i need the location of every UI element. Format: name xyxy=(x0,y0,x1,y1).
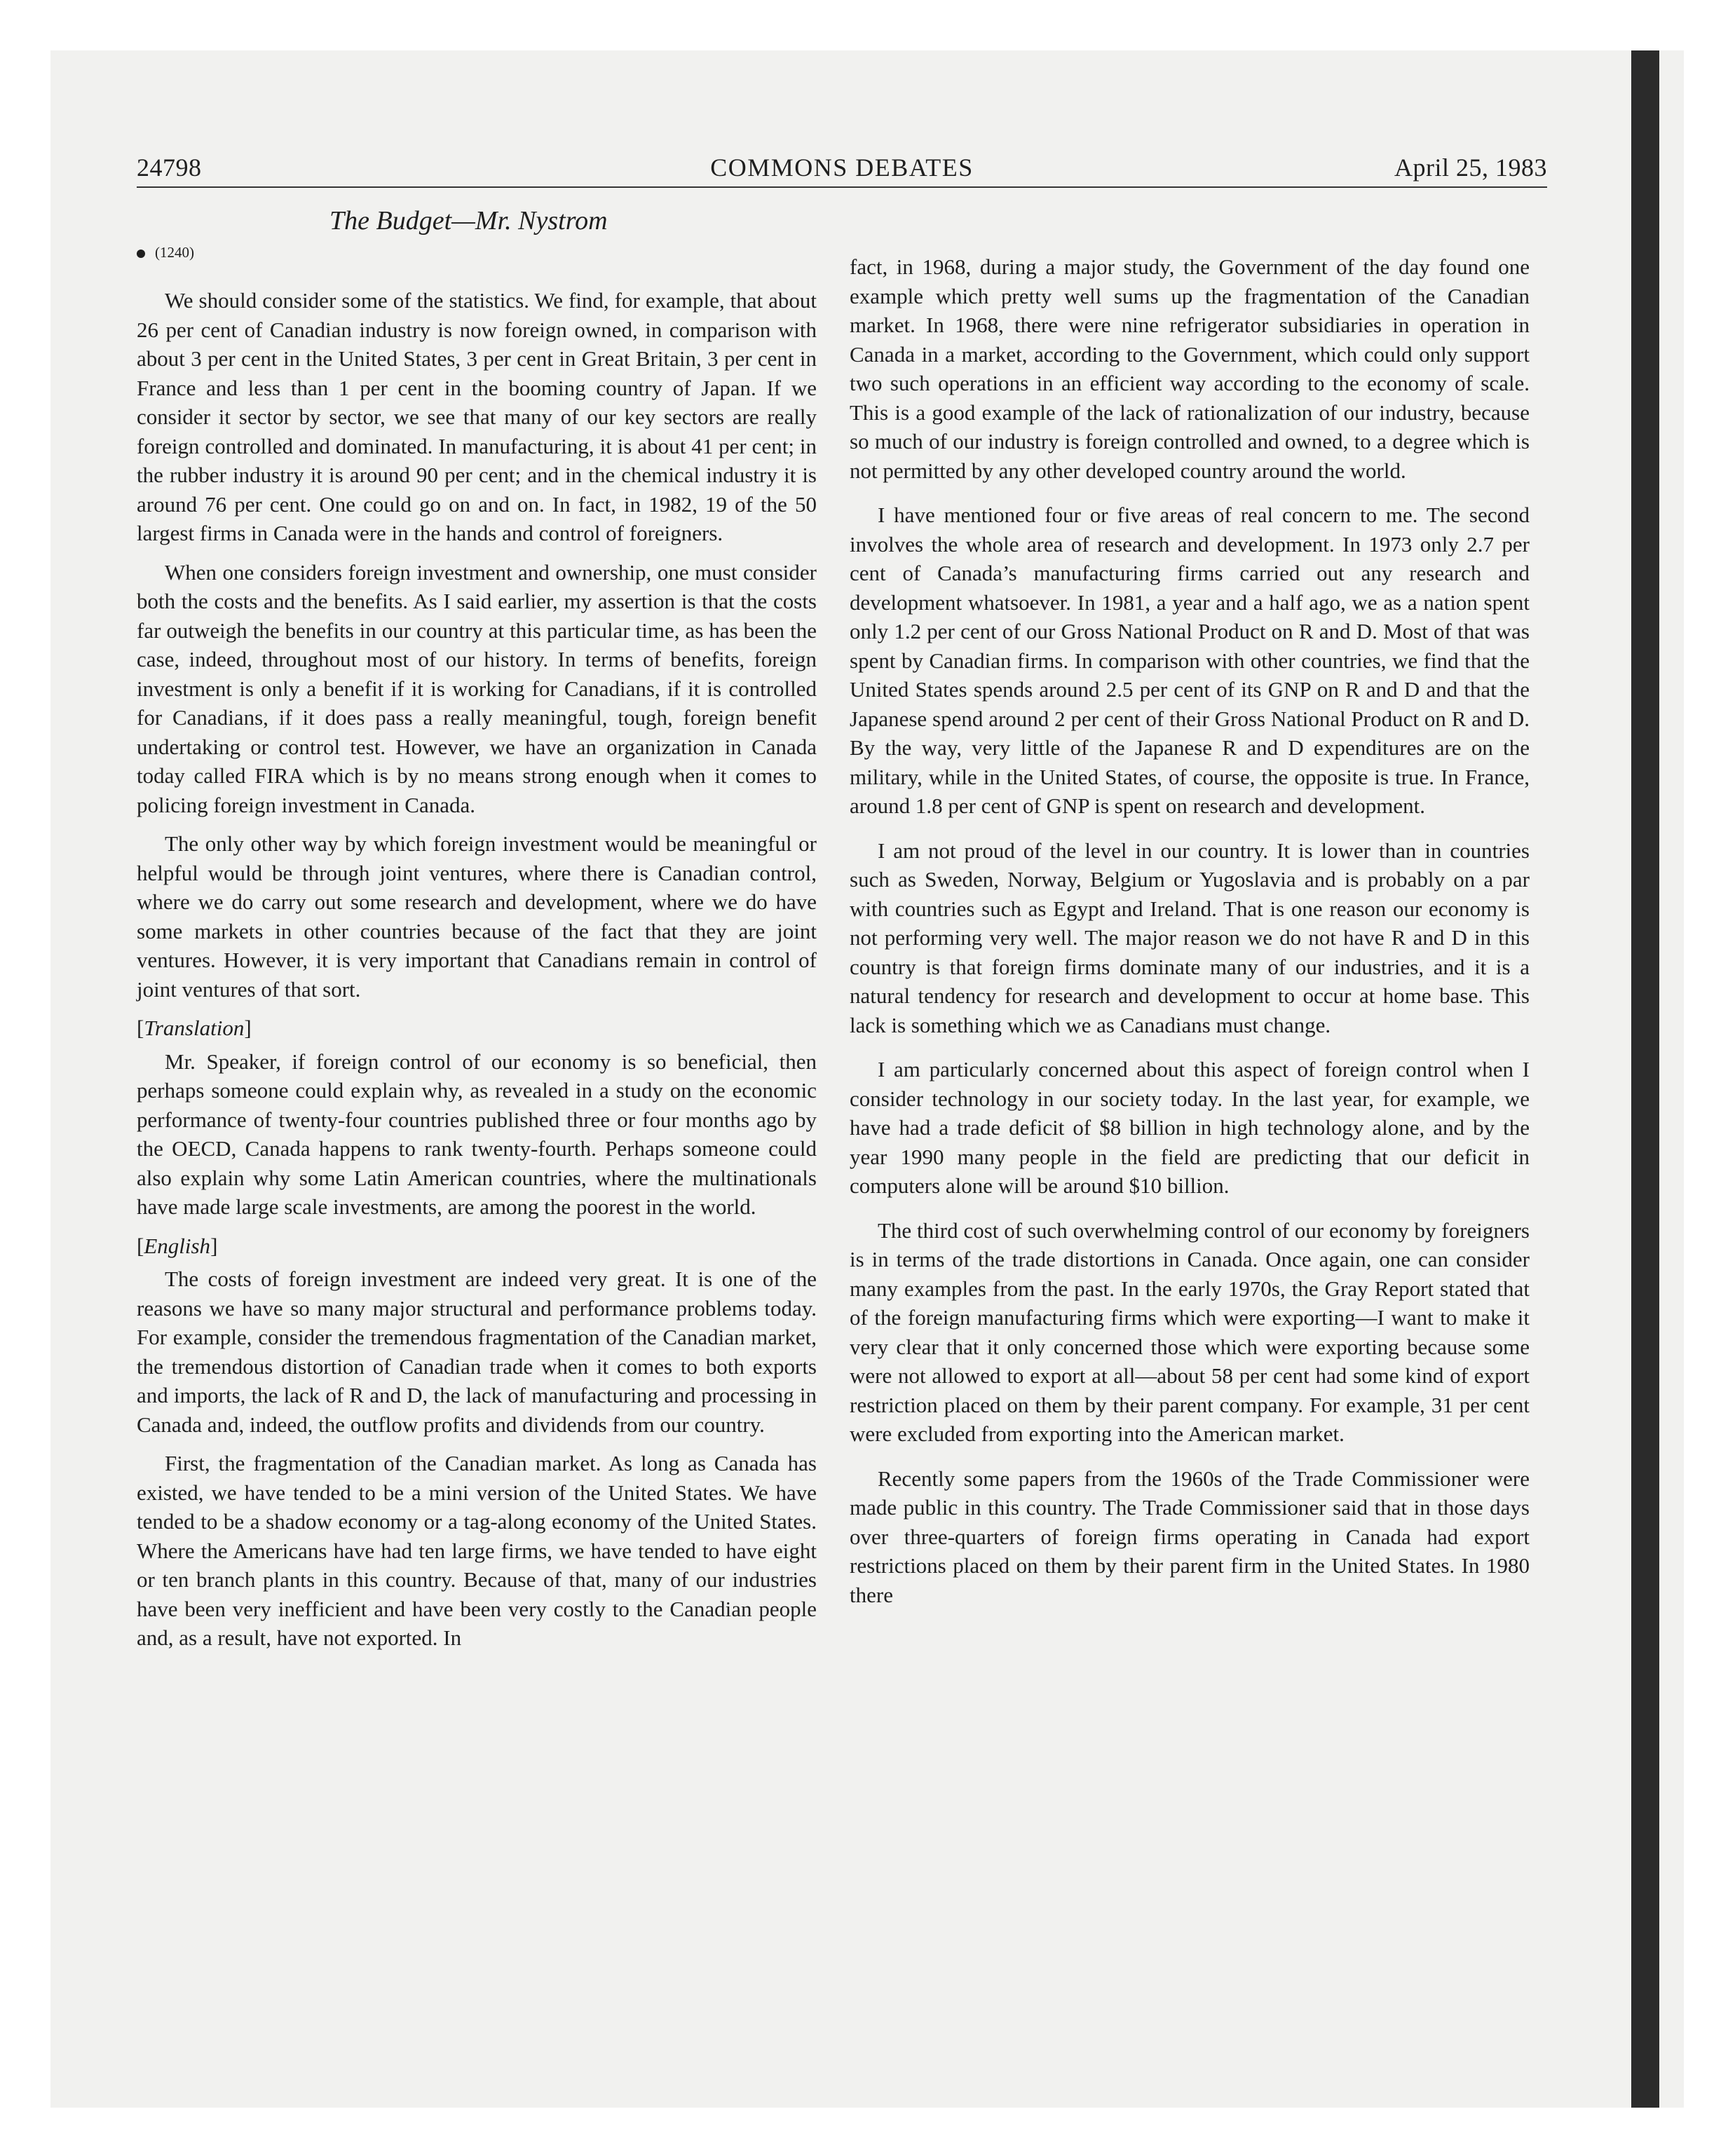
time-marker xyxy=(137,244,194,261)
running-head: The Budget—Mr. Nystrom xyxy=(329,206,608,236)
time-marker-text: (1240) xyxy=(155,244,194,261)
english-tag-label: English xyxy=(144,1233,211,1258)
paragraph: When one considers foreign investment and ownership, one must consider both the costs and the benefits. As I said earlier, my assertion is that the costs far outweigh the benefits in our country at this particular time, as has been the case, indeed, throughout most of our history. In terms of benefits, foreign investment is only a benefit if it is working for Canadians, if it is controlled for Canadians, if it does pass a really meaningful, tough, foreign benefit undertaking or control test. However, we have an organization in Canada today called FIRA which is by no means strong enough when it comes to policing foreign investment in Canada. xyxy=(137,559,817,817)
scan-edge-shadow xyxy=(1631,50,1659,2108)
translation-tag-label: Translation xyxy=(144,1016,245,1040)
paragraph: The only other way by which foreign investment would be meaningful or helpful would be through joint ventures, where there is Canadian control, where we do carry out some research and development, where we do have some markets in other countries because of the fact that they are joint ventures. However, it is very important that Canadians remain in control of joint ventures of that sort. xyxy=(137,831,817,1002)
paragraph: We should consider some of the statistics. We find, for example, that about 26 per cent of Canadian industry is now foreign owned, in comparison with about 3 per cent in the United States, 3 per cent in Great Britain, 3 per cent in France and less than 1 per cent in the booming country of Japan. If we consider it sector by sector, we see that many of our key sectors are really foreign controlled and dominated. In manufacturing, it is about 41 per cent; in the rubber industry it is around 90 per cent; and in the chemical industry it is around 76 per cent. One could go on and on. In fact, in 1982, 19 of the 50 largest firms in Canada were in the hands and control of foreigners. xyxy=(137,288,817,545)
paragraph: The costs of foreign investment are indeed very great. It is one of the reasons we have so many major structural and performance problems today. For example, consider the tremendous fragmentation of the Canadian market, the tremendous distortion of Canadian trade when it comes to both exports and imports, the lack of R and D, the lack of manufacturing and processing in Canada and, indeed, the outflow profits and dividends from our country. xyxy=(137,1267,817,1437)
paragraph: The third cost of such overwhelming control of our economy by foreigners is in terms of the trade distortions in Canada. Once again, one can consider many examples from the past. In the early 1970s, the Gray Report stated that of the foreign manufacturing firms which were exporting—I want to make it very clear that it only concerned those which were exporting because some were not allowed to export at all—about 58 per cent had some kind of export restriction placed on them by their parent company. For example, 31 per cent were excluded from exporting into the American market. xyxy=(850,1217,1530,1446)
page-number: 24798 xyxy=(137,153,202,182)
paragraph: First, the fragmentation of the Canadian market. As long as Canada has existed, we have tended to be a mini version of the United States. We have tended to be a shadow economy or a tag-along economy of the United States. Where the Americans have had ten large firms, we have tended to have eight or ten branch plants in this country. Because of that, many of our industries have been very inefficient and have been very costly to the Canadian people and, as a result, have not exported. In xyxy=(137,1451,817,1650)
paragraph: Recently some papers from the 1960s of the Trade Commissioner were made public in this country. The Trade Commissioner said that in those days over three-quarters of foreign firms operating in Canada had export restrictions placed on them by their parent firm in the United States. In 1980 there xyxy=(850,1466,1530,1607)
paragraph-continued: fact, in 1968, during a major study, the Government of the day found one example which pretty well sums up the fragmentation of the Canadian market. In 1968, there were nine refrigerator subsidiaries in operation in Canada in a market, according to the Government, which could only support two such operations in an efficient way according to the economy of scale. This is a good example of the lack of rationalization of our industry, because so much of our industry is foreign controlled and owned, to a degree which is not permitted by any other developed country around the world. xyxy=(850,254,1530,483)
bullet-icon xyxy=(137,250,145,258)
translation-tag: [Translation] xyxy=(137,1016,252,1040)
page-date: April 25, 1983 xyxy=(1394,153,1547,182)
right-column xyxy=(850,252,1530,1625)
publication-title: COMMONS DEBATES xyxy=(710,153,974,182)
left-column xyxy=(137,286,817,1663)
paragraph: Mr. Speaker, if foreign control of our economy is so beneficial, then perhaps someone could explain why, as revealed in a study on the economic performance of twenty-four countries published three or four months ago by the OECD, Canada happens to rank twenty-fourth. Perhaps someone could also explain why some Latin American countries, where the multinationals have made large scale investments, are among the poorest in the world. xyxy=(137,1049,817,1219)
page-header xyxy=(137,153,1547,185)
paragraph: I have mentioned four or five areas of real concern to me. The second involves the whole area of research and development. In 1973 only 2.7 per cent of Canada’s manufacturing firms carried out any research and development whatsoever. In 1981, a year and a half ago, we as a nation spent only 1.2 per cent of our Gross National Product on R and D. Most of that was spent by Canadian firms. In comparison with other countries, we find that the United States spends around 2.5 per cent of its GNP on R and D and that the Japanese spend around 2 per cent of their Gross National Product on R and D. By the way, very little of the Japanese R and D expenditures are on the military, while in the United States, of course, the opposite is true. In France, around 1.8 per cent of GNP is spent on research and development. xyxy=(850,503,1530,818)
english-tag: [English] xyxy=(137,1233,218,1258)
header-rule xyxy=(137,186,1547,188)
paragraph: I am particularly concerned about this aspect of foreign control when I consider technology in our society today. In the last year, for example, we have had a trade deficit of $8 billion in high technology alone, and by the year 1990 many people in the field are predicting that our deficit in computers alone will be around $10 billion. xyxy=(850,1057,1530,1198)
paragraph: I am not proud of the level in our country. It is lower than in countries such as Sweden, Norway, Belgium or Yugoslavia and is probably on a par with countries such as Egypt and Ireland. That is one reason our economy is not performing very well. The major reason we do not have R and D in this country is that foreign firms dominate many of our industries, and it is a natural tendency for research and development to occur at home base. This lack is something which we as Canadians must change. xyxy=(850,838,1530,1037)
